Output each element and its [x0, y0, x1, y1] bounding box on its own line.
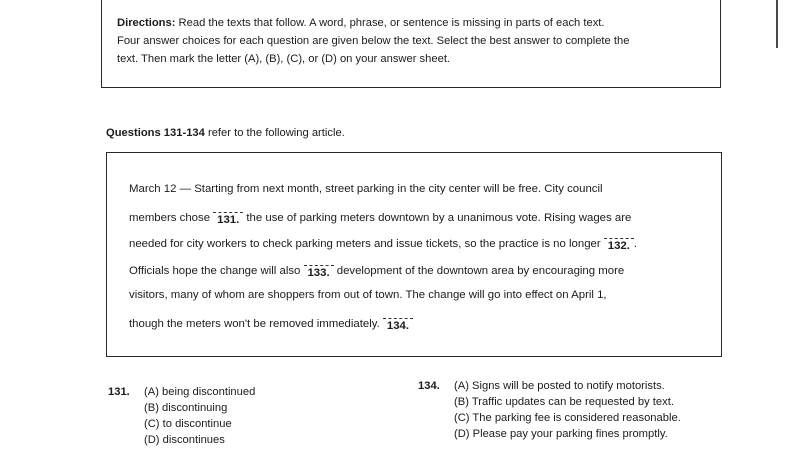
questions-heading: [106, 126, 345, 140]
blank-number: 133.: [307, 266, 330, 279]
option-b: (B) discontinuing: [144, 402, 228, 414]
article-line-1: March 12 — Starting from next month, street parking in the city center will be free. City council: [129, 183, 603, 195]
blank-131: [213, 209, 243, 226]
directions-box: [101, 0, 721, 88]
blank-number: 131.: [217, 213, 240, 226]
directions-line-1: [117, 14, 706, 32]
blank-134: [383, 315, 413, 332]
option-a: (A) being discontinued: [144, 386, 256, 398]
article-text: though the meters won't be removed immediately.: [129, 317, 380, 330]
article-line-4: [129, 262, 711, 289]
article-line-3: [129, 235, 711, 262]
article-text: members chose: [129, 211, 211, 224]
question-134: [418, 378, 681, 442]
option-b: (B) Traffic updates can be requested by text.: [454, 396, 674, 408]
option-d: (D) discontinues: [144, 434, 225, 446]
directions-line-2: Four answer choices for each question are given below the text. Select the best answer to complete the: [117, 35, 630, 47]
article-text: .: [633, 238, 638, 250]
question-number: 131.: [108, 386, 130, 398]
article-text: Officials hope the change will also: [129, 264, 301, 277]
blank-number: 134.: [386, 319, 410, 332]
questions-heading-rest: refer to the following article.: [207, 127, 345, 139]
article-line-2: [129, 209, 711, 236]
article-line-6: [129, 315, 711, 342]
article-text: needed for city workers to check parking meters and issue tickets, so the practice is no longer: [129, 238, 601, 250]
article-line-5: visitors, many of whom are shoppers from out of town. The change will go into effect on April 1,: [129, 289, 607, 301]
page-edge-divider: [776, 0, 778, 48]
article-text: the use of parking meters downtown by a unanimous vote. Rising wages are: [246, 211, 632, 224]
option-d: (D) Please pay your parking fines promptly.: [454, 428, 668, 440]
option-a: (A) Signs will be posted to notify motorists.: [454, 380, 665, 392]
article-text: development of the downtown area by encouraging more: [336, 264, 625, 277]
blank-number: 132.: [607, 240, 630, 252]
question-131: [108, 384, 255, 448]
article-box: [106, 152, 722, 357]
option-c: (C) to discontinue: [144, 418, 232, 430]
directions-label: Directions:: [117, 17, 176, 29]
directions-text: Read the texts that follow. A word, phrase, or sentence is missing in parts of each text.: [178, 17, 605, 29]
blank-133: [304, 262, 334, 279]
option-c: (C) The parking fee is considered reasonable.: [454, 412, 681, 424]
question-number: 134.: [418, 380, 440, 392]
questions-range: Questions 131-134: [106, 127, 205, 139]
directions-line-3: text. Then mark the letter (A), (B), (C), or (D) on your answer sheet.: [117, 53, 451, 65]
blank-132: [604, 235, 634, 252]
